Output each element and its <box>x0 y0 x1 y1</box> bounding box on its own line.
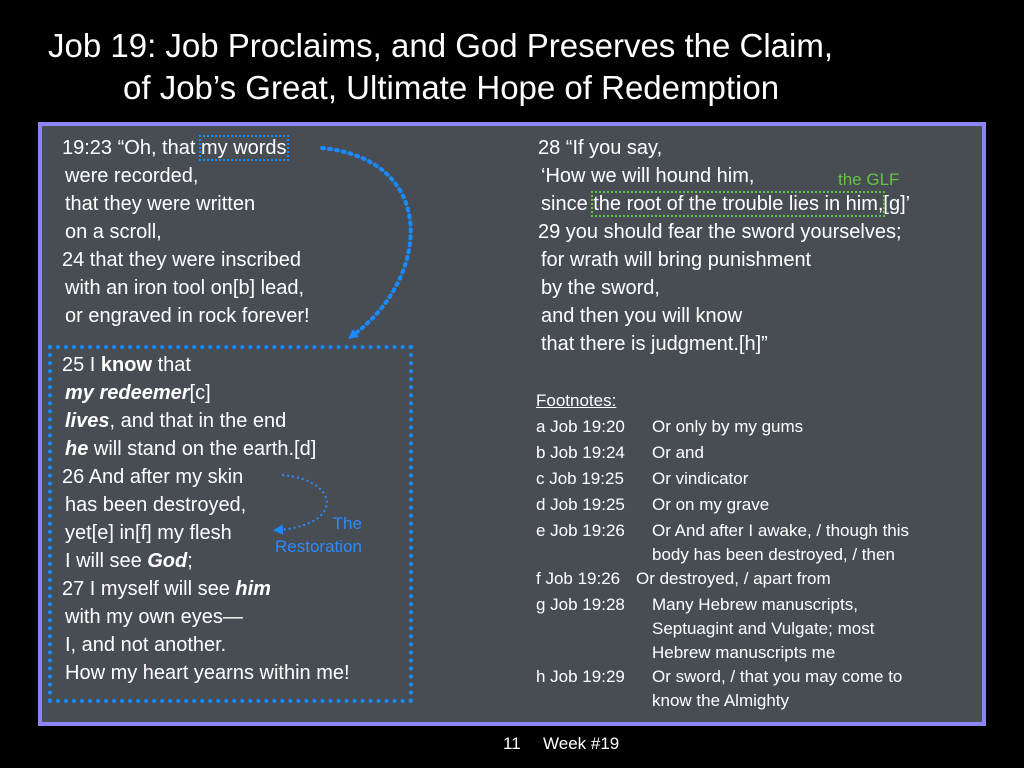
verse-line: since the root of the trouble lies in him,[g]’ <box>541 193 911 215</box>
verse-line: ‘How we will hound him, <box>541 165 755 187</box>
verse-28-line: 28 “If you say, <box>538 137 663 159</box>
footnote-h: h Job 19:29 Or sword, / that you may come to know the Almighty <box>536 667 903 710</box>
footnote-c: c Job 19:25 Or vindicator <box>536 469 749 488</box>
footnote-d: d Job 19:25 Or on my grave <box>536 495 770 514</box>
verse-line: has been destroyed, <box>65 494 247 516</box>
footnote-e: e Job 19:26 Or And after I awake, / though this body has been destroyed, / then <box>536 521 910 564</box>
verse-line: on a scroll, <box>65 221 162 243</box>
verse-line: my redeemer[c] <box>65 382 211 404</box>
verse-line: by the sword, <box>541 277 660 299</box>
title-line-2: of Job’s Great, Ultimate Hope of Redemption <box>123 69 780 106</box>
verse-line: with my own eyes— <box>65 606 243 628</box>
redeemer-emphasis: my redeemer <box>65 382 190 404</box>
verse-line: he will stand on the earth.[d] <box>65 438 317 460</box>
him-emphasis: him <box>235 578 271 600</box>
verse-26-line: 26 And after my skin <box>62 466 244 488</box>
glf-annotation: the GLF <box>838 170 900 189</box>
page-number: 11 <box>503 734 521 753</box>
my-words-highlight: my words <box>200 137 287 159</box>
restoration-arrow <box>278 475 327 530</box>
verse-23-line: 19:23 “Oh, that my words <box>62 137 287 159</box>
footnote-a: a Job 19:20 Or only by my gums <box>536 417 804 436</box>
he-emphasis: he <box>65 438 89 460</box>
verse-27-line: 27 I myself will see him <box>62 578 271 600</box>
verse-line: or engraved in rock forever! <box>65 305 310 327</box>
god-emphasis: God <box>147 550 188 572</box>
verse-line: with an iron tool on[b] lead, <box>65 277 305 299</box>
verse-line: I, and not another. <box>65 634 227 656</box>
title-line-1: Job 19: Job Proclaims, and God Preserves the Claim, <box>48 27 834 64</box>
verse-line: that there is judgment.[h]” <box>541 333 768 355</box>
verse-line: yet[e] in[f] my flesh <box>65 522 232 544</box>
lives-emphasis: lives <box>65 410 110 432</box>
footnote-b: b Job 19:24 Or and <box>536 443 704 462</box>
verse-line: I will see God; <box>65 550 193 572</box>
restoration-annotation: The Restoration <box>275 514 362 556</box>
my-words-arrow <box>322 148 411 336</box>
verse-line: How my heart yearns within me! <box>65 662 350 684</box>
verse-29-line: 29 you should fear the sword yourselves; <box>538 221 902 243</box>
week-label: Week #19 <box>543 734 620 753</box>
know-emphasis: know <box>100 354 153 376</box>
verse-25-line: 25 I know that <box>62 354 191 376</box>
footnotes-heading: Footnotes: <box>536 391 617 410</box>
verse-line: were recorded, <box>65 165 199 187</box>
verse-line: that they were written <box>65 193 256 215</box>
verse-line: for wrath will bring punishment <box>541 249 812 271</box>
verse-line: and then you will know <box>541 305 743 327</box>
verse-line: lives, and that in the end <box>65 410 287 432</box>
root-of-trouble-highlight: the root of the trouble lies in him, <box>593 193 884 215</box>
footnote-f: f Job 19:26 Or destroyed, / apart from <box>536 569 831 588</box>
footnote-g: g Job 19:28 Many Hebrew manuscripts, Septuagint and Vulgate; most Hebrew manuscripts me <box>536 595 875 662</box>
verse-24-line: 24 that they were inscribed <box>62 249 302 271</box>
